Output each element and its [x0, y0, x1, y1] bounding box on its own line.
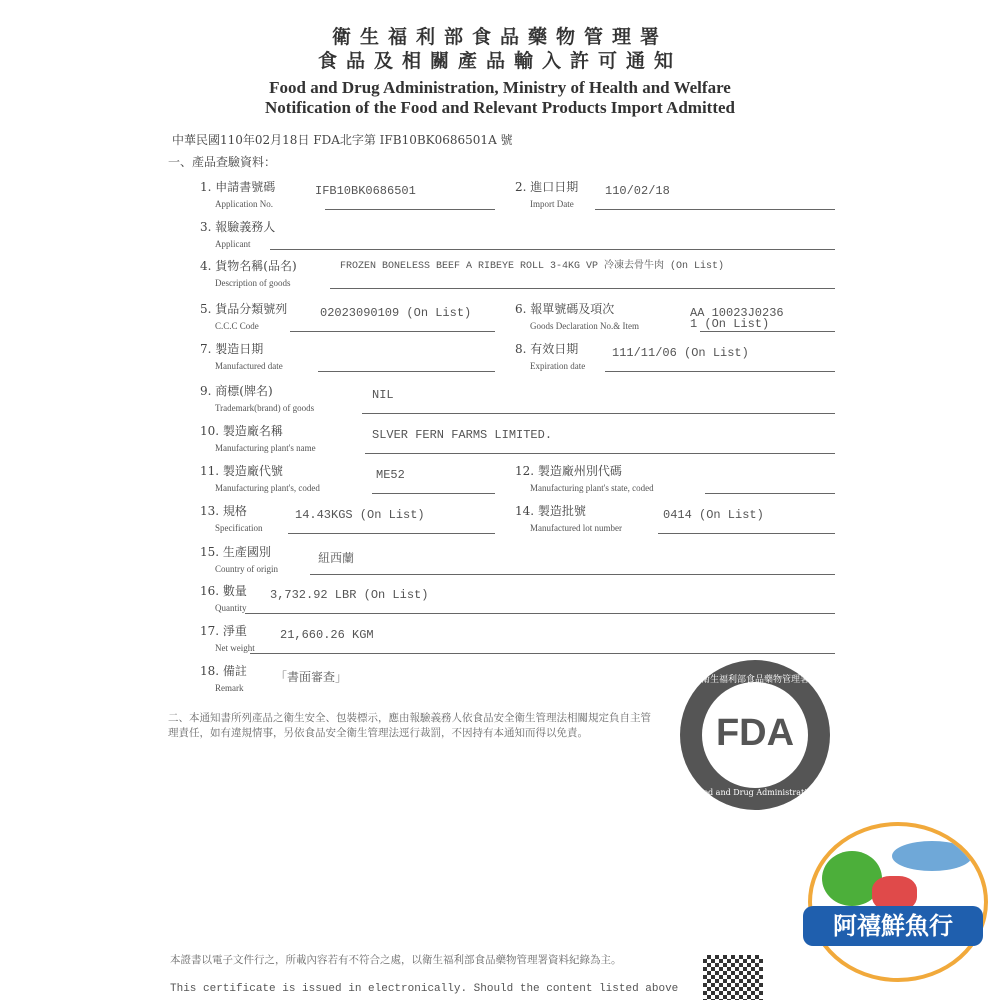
field-label-en: Manufacturing plant's state, coded: [530, 483, 654, 493]
footer-en: This certificate is issued in electronically. Should the content listed above: [170, 983, 679, 995]
field-label-en: Country of origin: [215, 564, 278, 574]
field-underline: [705, 493, 835, 494]
field-value: FROZEN BONELESS BEEF A RIBEYE ROLL 3-4KG VP 冷凍去骨牛肉 (On List): [340, 261, 725, 272]
field-label-zh: 11. 製造廠代號: [200, 464, 283, 478]
field-label-en: Applicant: [215, 239, 251, 249]
field-value: NIL: [372, 388, 394, 402]
footer-zh: 本證書以電子文件行之，所載內容若有不符合之處，以衛生福利部食品藥物管理署資料紀錄為主。: [170, 954, 622, 966]
field-label-zh: 10. 製造廠名稱: [200, 424, 283, 438]
shop-logo-text: 阿禧鮮魚行: [803, 906, 983, 946]
shop-logo: [808, 822, 988, 982]
field-underline: [372, 493, 495, 494]
fda-stamp: [680, 660, 830, 810]
field-label-en: Remark: [215, 683, 244, 693]
stamp-fda-text: FDA: [715, 712, 795, 754]
field-label-en: Application No.: [215, 199, 273, 209]
field-label-zh: 17. 淨重: [200, 624, 247, 638]
field-label-zh: 18. 備註: [200, 664, 247, 678]
field-value: 14.43KGS (On List): [295, 508, 425, 522]
field-underline: [290, 331, 495, 332]
field-label-en: Quantity: [215, 603, 247, 613]
field-label-zh: 9. 商標(牌名): [200, 384, 273, 398]
field-label-en: Manufacturing plant's, coded: [215, 483, 320, 493]
stamp-bottom-text: Food and Drug Administration: [693, 788, 817, 797]
field-underline: [658, 533, 835, 534]
field-label-zh: 12. 製造廠州別代碼: [515, 464, 622, 478]
field-underline: [318, 371, 495, 372]
field-underline: [595, 209, 835, 210]
field-label-zh: 3. 報驗義務人: [200, 220, 276, 234]
field-label-zh: 13. 規格: [200, 504, 247, 518]
section-1-heading: 一、產品查驗資料：: [168, 155, 277, 169]
field-label-en: Trademark(brand) of goods: [215, 403, 315, 413]
title-zh-notice: 食品及相關產品輸入許可通知: [317, 50, 682, 72]
field-label-zh: 16. 數量: [200, 584, 247, 598]
field-label-zh: 2. 進口日期: [515, 180, 579, 194]
field-label-en: Manufactured lot number: [530, 523, 622, 533]
field-label-zh: 8. 有效日期: [515, 342, 579, 356]
field-value: 紐西蘭: [318, 552, 355, 566]
field-label-en: C.C.C Code: [215, 321, 259, 331]
field-label-en: Description of goods: [215, 278, 291, 288]
reference-number: 中華民國110年02月18日 FDA北字第 IFB10BK0686501A 號: [172, 133, 513, 147]
field-label-zh: 14. 製造批號: [515, 504, 586, 518]
field-underline: [700, 331, 835, 332]
field-value: 111/11/06 (On List): [612, 346, 749, 360]
field-underline: [310, 574, 835, 575]
field-value: ME52: [376, 468, 405, 482]
field-value: SLVER FERN FARMS LIMITED.: [372, 428, 553, 442]
field-underline: [325, 209, 495, 210]
stamp-top-text: 衛生福利部食品藥物管理署: [700, 675, 809, 685]
field-underline: [330, 288, 835, 289]
field-value: 0414 (On List): [663, 508, 764, 522]
field-value-item: 1 (On List): [690, 317, 770, 331]
field-label-zh: 5. 貨品分類號列: [200, 302, 288, 316]
field-value: 110/02/18: [605, 184, 670, 198]
field-value: 「書面審查」: [275, 671, 348, 685]
field-underline: [245, 613, 835, 614]
field-value: AA 10023J0236: [690, 306, 784, 320]
field-label-en: Expiration date: [530, 361, 586, 371]
field-label-en: Goods Declaration No.& Item: [530, 321, 639, 331]
qr-code: [703, 955, 763, 1000]
field-value: 21,660.26 KGM: [280, 628, 374, 642]
title-en-notice: Notification of the Food and Relevant Products Import Admitted: [265, 98, 735, 117]
field-label-zh: 6. 報單號碼及項次: [515, 302, 615, 316]
field-underline: [605, 371, 835, 372]
field-underline: [250, 653, 835, 654]
field-value: 02023090109 (On List): [320, 306, 472, 320]
field-underline: [362, 413, 835, 414]
field-value: 3,732.92 LBR (On List): [270, 588, 429, 602]
field-label-en: Import Date: [530, 199, 574, 209]
field-label-en: Manufacturing plant's name: [215, 443, 316, 453]
section-2-text: 二、本通知書所列產品之衛生安全、包裝標示，應由報驗義務人依食品安全衛生管理法相關規定負自主管理責任，如有違規情事，另依食品安全衛生管理法逕行裁罰，不因持有本通知而得以免責。: [168, 712, 651, 739]
field-label-zh: 15. 生產國別: [200, 545, 271, 559]
field-value: IFB10BK0686501: [315, 184, 416, 198]
field-underline: [365, 453, 835, 454]
field-label-en: Manufactured date: [215, 361, 283, 371]
field-label-en: Net weight: [215, 643, 255, 653]
field-underline: [270, 249, 835, 250]
field-underline: [288, 533, 495, 534]
field-label-zh: 4. 貨物名稱(品名): [200, 259, 297, 273]
field-label-zh: 1. 申請書號碼: [200, 180, 276, 194]
title-en-agency: Food and Drug Administration, Ministry of Health and Welfare: [269, 78, 731, 97]
field-label-en: Specification: [215, 523, 263, 533]
title-zh-agency: 衛生福利部食品藥物管理署: [331, 26, 668, 48]
field-label-zh: 7. 製造日期: [200, 342, 264, 356]
fish-icon: [892, 841, 972, 871]
